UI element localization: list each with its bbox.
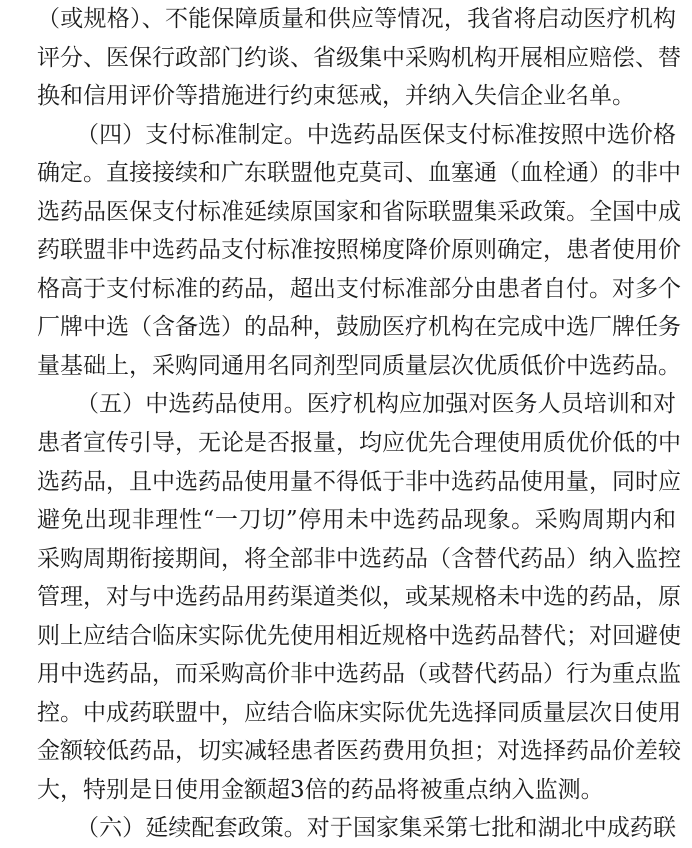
section-heading-line: （四）支付标准制定。中选药品医保支付标准按照中选价格 <box>76 121 676 148</box>
text-line: 选药品，且中选药品使用量不得低于非中选药品使用量，同时应 <box>37 468 681 495</box>
text-line: 控。中成药联盟中，应结合临床实际优先选择同质量层次日使用 <box>37 699 681 726</box>
text-line: 选药品医保支付标准延续原国家和省际联盟集采政策。全国中成 <box>37 198 681 225</box>
text-line: 避免出现非理性“一刀切”停用未中选药品现象。采购周期内和 <box>37 507 676 534</box>
section-heading-line: （五）中选药品使用。医疗机构应加强对医务人员培训和对 <box>76 391 676 418</box>
text-line: （或规格）、不能保障质量和供应等情况，我省将启动医疗机构 <box>37 6 676 32</box>
text-line: 换和信用评价等措施进行约束惩戒，并纳入失信企业名单。 <box>37 83 635 110</box>
text-line: 采购周期衔接期间，将全部非中选药品（含替代药品）纳入监控 <box>37 545 681 572</box>
text-line: 厂牌中选（含备选）的品种，鼓励医疗机构在完成中选厂牌任务 <box>37 314 681 341</box>
text-line: 金额较低药品，切实减轻患者医药费用负担；对选择药品价差较 <box>37 738 681 765</box>
text-line: 则上应结合临床实际优先使用相近规格中选药品替代；对回避使 <box>37 622 681 649</box>
text-line: 药联盟非中选药品支付标准按照梯度降价原则确定，患者使用价 <box>37 237 681 264</box>
text-line: 格高于支付标准的药品，超出支付标准部分由患者自付。对多个 <box>37 275 681 302</box>
section-heading-line: （六）延续配套政策。对于国家集采第七批和湖北中成药联 <box>76 815 676 842</box>
text-line: 用中选药品，而采购高价非中选药品（或替代药品）行为重点监 <box>37 661 681 688</box>
text-line: 大，特别是日使用金额超3倍的药品将被重点纳入监测。 <box>37 776 604 803</box>
text-line: 评分、医保行政部门约谈、省级集中采购机构开展相应赔偿、替 <box>37 44 681 71</box>
text-line: 量基础上，采购同通用名同剂型同质量层次优质低价中选药品。 <box>37 352 681 379</box>
text-line: 管理，对与中选药品用药渠道类似，或某规格未中选的药品，原 <box>37 584 681 611</box>
text-line: 患者宣传引导，无论是否报量，均应优先合理使用质优价低的中 <box>37 430 681 456</box>
text-line: 确定。直接接续和广东联盟他克莫司、血塞通（血栓通）的非中 <box>37 160 681 187</box>
